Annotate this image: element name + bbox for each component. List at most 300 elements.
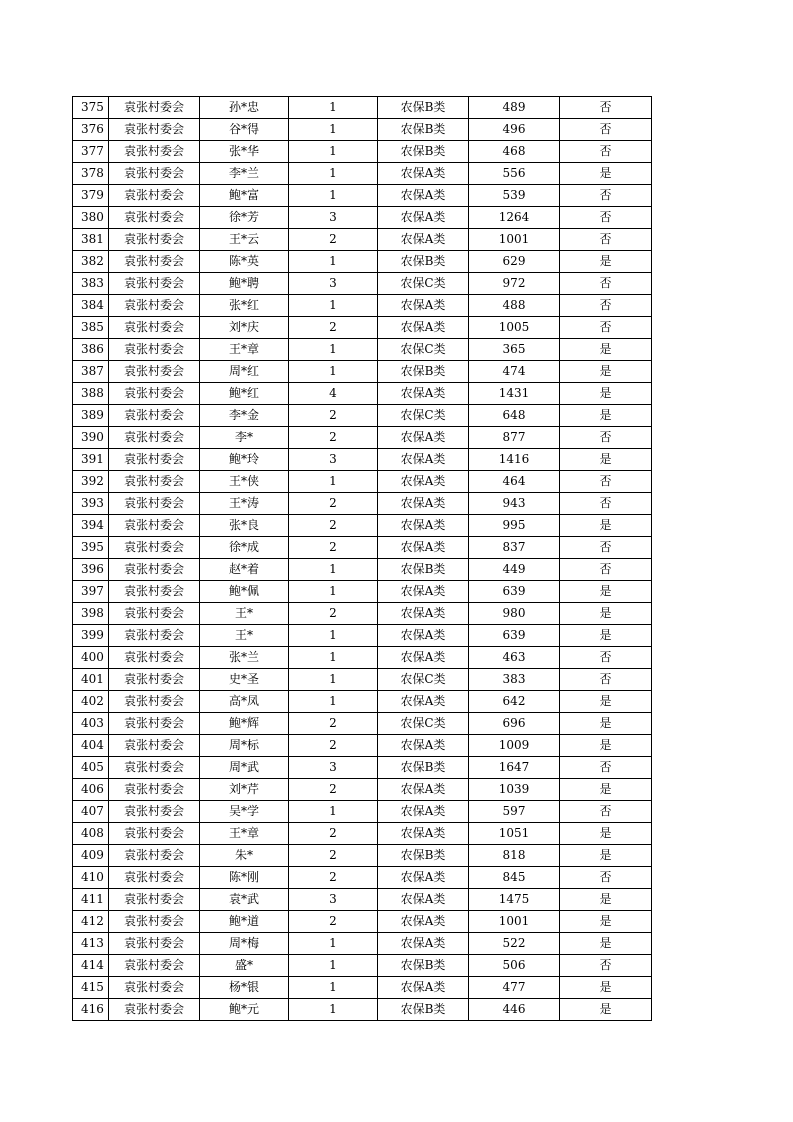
household-size-cell: 3: [289, 273, 378, 295]
name-cell: 张*华: [200, 141, 289, 163]
village-committee-cell: 袁张村委会: [109, 735, 200, 757]
table-row: [73, 735, 652, 757]
category-cell: 农保A类: [378, 383, 469, 405]
household-size-cell: 1: [289, 339, 378, 361]
household-size-cell: 2: [289, 537, 378, 559]
village-committee-cell: 袁张村委会: [109, 229, 200, 251]
category-cell: 农保A类: [378, 163, 469, 185]
household-size-cell: 1: [289, 471, 378, 493]
household-size-cell: 1: [289, 185, 378, 207]
amount-cell: 648: [469, 405, 560, 427]
row-number-cell: 379: [73, 185, 109, 207]
status-cell: 是: [560, 625, 652, 647]
household-size-cell: 1: [289, 141, 378, 163]
table-row: [73, 361, 652, 383]
village-committee-cell: 袁张村委会: [109, 339, 200, 361]
table-row: [73, 845, 652, 867]
name-cell: 鲍*聘: [200, 273, 289, 295]
table-row: [73, 691, 652, 713]
status-cell: 是: [560, 581, 652, 603]
household-size-cell: 3: [289, 889, 378, 911]
household-size-cell: 2: [289, 515, 378, 537]
name-cell: 徐*芳: [200, 207, 289, 229]
status-cell: 否: [560, 229, 652, 251]
amount-cell: 696: [469, 713, 560, 735]
category-cell: 农保A类: [378, 581, 469, 603]
row-number-cell: 411: [73, 889, 109, 911]
status-cell: 否: [560, 537, 652, 559]
status-cell: 是: [560, 163, 652, 185]
amount-cell: 556: [469, 163, 560, 185]
amount-cell: 496: [469, 119, 560, 141]
household-size-cell: 2: [289, 779, 378, 801]
category-cell: 农保A类: [378, 493, 469, 515]
status-cell: 否: [560, 647, 652, 669]
name-cell: 鲍*佩: [200, 581, 289, 603]
row-number-cell: 397: [73, 581, 109, 603]
category-cell: 农保A类: [378, 295, 469, 317]
table-row: [73, 449, 652, 471]
household-size-cell: 2: [289, 493, 378, 515]
row-number-cell: 414: [73, 955, 109, 977]
category-cell: 农保A类: [378, 185, 469, 207]
category-cell: 农保A类: [378, 603, 469, 625]
category-cell: 农保B类: [378, 97, 469, 119]
village-committee-cell: 袁张村委会: [109, 383, 200, 405]
amount-cell: 943: [469, 493, 560, 515]
village-committee-cell: 袁张村委会: [109, 845, 200, 867]
household-size-cell: 1: [289, 933, 378, 955]
category-cell: 农保A类: [378, 867, 469, 889]
village-committee-cell: 袁张村委会: [109, 97, 200, 119]
status-cell: 是: [560, 251, 652, 273]
village-committee-cell: 袁张村委会: [109, 933, 200, 955]
table-row: [73, 559, 652, 581]
village-committee-cell: 袁张村委会: [109, 361, 200, 383]
table-row: [73, 163, 652, 185]
status-cell: 是: [560, 691, 652, 713]
category-cell: 农保A类: [378, 537, 469, 559]
status-cell: 是: [560, 933, 652, 955]
village-committee-cell: 袁张村委会: [109, 867, 200, 889]
row-number-cell: 378: [73, 163, 109, 185]
status-cell: 是: [560, 779, 652, 801]
category-cell: 农保A类: [378, 823, 469, 845]
status-cell: 是: [560, 361, 652, 383]
status-cell: 否: [560, 955, 652, 977]
household-size-cell: 3: [289, 757, 378, 779]
status-cell: 否: [560, 141, 652, 163]
household-size-cell: 2: [289, 405, 378, 427]
row-number-cell: 394: [73, 515, 109, 537]
amount-cell: 383: [469, 669, 560, 691]
status-cell: 否: [560, 317, 652, 339]
village-committee-cell: 袁张村委会: [109, 559, 200, 581]
village-committee-cell: 袁张村委会: [109, 911, 200, 933]
table-row: [73, 317, 652, 339]
name-cell: 张*良: [200, 515, 289, 537]
amount-cell: 1009: [469, 735, 560, 757]
village-committee-cell: 袁张村委会: [109, 603, 200, 625]
amount-cell: 1001: [469, 229, 560, 251]
table-row: [73, 713, 652, 735]
row-number-cell: 407: [73, 801, 109, 823]
status-cell: 是: [560, 603, 652, 625]
household-size-cell: 2: [289, 823, 378, 845]
row-number-cell: 410: [73, 867, 109, 889]
amount-cell: 1431: [469, 383, 560, 405]
name-cell: 王*涛: [200, 493, 289, 515]
row-number-cell: 381: [73, 229, 109, 251]
table-row: [73, 999, 652, 1021]
name-cell: 孙*忠: [200, 97, 289, 119]
row-number-cell: 377: [73, 141, 109, 163]
category-cell: 农保A类: [378, 229, 469, 251]
name-cell: 袁*武: [200, 889, 289, 911]
amount-cell: 477: [469, 977, 560, 999]
status-cell: 否: [560, 207, 652, 229]
table-row: [73, 537, 652, 559]
row-number-cell: 399: [73, 625, 109, 647]
table-row: [73, 471, 652, 493]
category-cell: 农保B类: [378, 361, 469, 383]
row-number-cell: 412: [73, 911, 109, 933]
amount-cell: 1475: [469, 889, 560, 911]
row-number-cell: 384: [73, 295, 109, 317]
household-size-cell: 2: [289, 845, 378, 867]
household-size-cell: 2: [289, 603, 378, 625]
village-committee-cell: 袁张村委会: [109, 669, 200, 691]
status-cell: 否: [560, 669, 652, 691]
amount-cell: 539: [469, 185, 560, 207]
village-committee-cell: 袁张村委会: [109, 691, 200, 713]
household-size-cell: 2: [289, 867, 378, 889]
category-cell: 农保C类: [378, 339, 469, 361]
amount-cell: 1416: [469, 449, 560, 471]
row-number-cell: 380: [73, 207, 109, 229]
status-cell: 否: [560, 493, 652, 515]
name-cell: 鲍*红: [200, 383, 289, 405]
amount-cell: 639: [469, 625, 560, 647]
village-committee-cell: 袁张村委会: [109, 625, 200, 647]
category-cell: 农保A类: [378, 801, 469, 823]
category-cell: 农保A类: [378, 317, 469, 339]
table-row: [73, 493, 652, 515]
village-committee-cell: 袁张村委会: [109, 537, 200, 559]
household-size-cell: 1: [289, 581, 378, 603]
village-committee-cell: 袁张村委会: [109, 647, 200, 669]
table-row: [73, 757, 652, 779]
status-cell: 是: [560, 449, 652, 471]
name-cell: 王*: [200, 603, 289, 625]
village-committee-cell: 袁张村委会: [109, 163, 200, 185]
amount-cell: 1647: [469, 757, 560, 779]
category-cell: 农保C类: [378, 713, 469, 735]
household-size-cell: 1: [289, 647, 378, 669]
village-committee-cell: 袁张村委会: [109, 823, 200, 845]
village-committee-cell: 袁张村委会: [109, 977, 200, 999]
amount-cell: 972: [469, 273, 560, 295]
category-cell: 农保B类: [378, 757, 469, 779]
household-size-cell: 2: [289, 713, 378, 735]
village-committee-cell: 袁张村委会: [109, 713, 200, 735]
household-size-cell: 1: [289, 955, 378, 977]
name-cell: 徐*成: [200, 537, 289, 559]
village-committee-cell: 袁张村委会: [109, 515, 200, 537]
status-cell: 否: [560, 757, 652, 779]
row-number-cell: 403: [73, 713, 109, 735]
household-size-cell: 2: [289, 911, 378, 933]
status-cell: 是: [560, 515, 652, 537]
category-cell: 农保A类: [378, 515, 469, 537]
category-cell: 农保A类: [378, 207, 469, 229]
category-cell: 农保B类: [378, 955, 469, 977]
status-cell: 否: [560, 471, 652, 493]
row-number-cell: 385: [73, 317, 109, 339]
category-cell: 农保C类: [378, 669, 469, 691]
village-committee-cell: 袁张村委会: [109, 449, 200, 471]
table-row: [73, 581, 652, 603]
table-row: [73, 295, 652, 317]
row-number-cell: 376: [73, 119, 109, 141]
amount-cell: 1264: [469, 207, 560, 229]
village-committee-cell: 袁张村委会: [109, 801, 200, 823]
village-committee-cell: 袁张村委会: [109, 779, 200, 801]
row-number-cell: 406: [73, 779, 109, 801]
data-table: [72, 96, 652, 1021]
category-cell: 农保B类: [378, 845, 469, 867]
table-row: [73, 339, 652, 361]
table-row: [73, 515, 652, 537]
table-row: [73, 625, 652, 647]
name-cell: 高*凤: [200, 691, 289, 713]
table-row: [73, 867, 652, 889]
status-cell: 是: [560, 845, 652, 867]
village-committee-cell: 袁张村委会: [109, 141, 200, 163]
table-row: [73, 119, 652, 141]
category-cell: 农保C类: [378, 405, 469, 427]
name-cell: 周*武: [200, 757, 289, 779]
status-cell: 否: [560, 801, 652, 823]
amount-cell: 522: [469, 933, 560, 955]
village-committee-cell: 袁张村委会: [109, 405, 200, 427]
name-cell: 周*标: [200, 735, 289, 757]
household-size-cell: 1: [289, 669, 378, 691]
name-cell: 王*: [200, 625, 289, 647]
table-row: [73, 647, 652, 669]
amount-cell: 877: [469, 427, 560, 449]
row-number-cell: 395: [73, 537, 109, 559]
household-size-cell: 1: [289, 625, 378, 647]
status-cell: 否: [560, 97, 652, 119]
household-size-cell: 1: [289, 361, 378, 383]
amount-cell: 474: [469, 361, 560, 383]
village-committee-cell: 袁张村委会: [109, 581, 200, 603]
household-size-cell: 2: [289, 427, 378, 449]
category-cell: 农保A类: [378, 779, 469, 801]
household-size-cell: 2: [289, 317, 378, 339]
row-number-cell: 383: [73, 273, 109, 295]
table-body: [73, 97, 652, 1021]
status-cell: 否: [560, 427, 652, 449]
household-size-cell: 3: [289, 207, 378, 229]
status-cell: 是: [560, 889, 652, 911]
village-committee-cell: 袁张村委会: [109, 471, 200, 493]
category-cell: 农保B类: [378, 999, 469, 1021]
village-committee-cell: 袁张村委会: [109, 295, 200, 317]
name-cell: 鲍*道: [200, 911, 289, 933]
amount-cell: 506: [469, 955, 560, 977]
amount-cell: 818: [469, 845, 560, 867]
row-number-cell: 400: [73, 647, 109, 669]
row-number-cell: 393: [73, 493, 109, 515]
village-committee-cell: 袁张村委会: [109, 999, 200, 1021]
table-row: [73, 603, 652, 625]
amount-cell: 629: [469, 251, 560, 273]
category-cell: 农保B类: [378, 559, 469, 581]
name-cell: 王*章: [200, 339, 289, 361]
name-cell: 李*兰: [200, 163, 289, 185]
category-cell: 农保B类: [378, 141, 469, 163]
row-number-cell: 415: [73, 977, 109, 999]
household-size-cell: 4: [289, 383, 378, 405]
village-committee-cell: 袁张村委会: [109, 207, 200, 229]
household-size-cell: 1: [289, 999, 378, 1021]
amount-cell: 995: [469, 515, 560, 537]
amount-cell: 639: [469, 581, 560, 603]
name-cell: 朱*: [200, 845, 289, 867]
table-row: [73, 977, 652, 999]
amount-cell: 463: [469, 647, 560, 669]
table-row: [73, 405, 652, 427]
name-cell: 李*: [200, 427, 289, 449]
amount-cell: 464: [469, 471, 560, 493]
household-size-cell: 1: [289, 251, 378, 273]
household-size-cell: 2: [289, 735, 378, 757]
household-size-cell: 1: [289, 801, 378, 823]
table-row: [73, 273, 652, 295]
amount-cell: 1001: [469, 911, 560, 933]
name-cell: 王*章: [200, 823, 289, 845]
table-row: [73, 427, 652, 449]
name-cell: 刘*芹: [200, 779, 289, 801]
row-number-cell: 389: [73, 405, 109, 427]
table-row: [73, 97, 652, 119]
row-number-cell: 402: [73, 691, 109, 713]
name-cell: 盛*: [200, 955, 289, 977]
status-cell: 否: [560, 119, 652, 141]
category-cell: 农保C类: [378, 273, 469, 295]
row-number-cell: 408: [73, 823, 109, 845]
village-committee-cell: 袁张村委会: [109, 185, 200, 207]
amount-cell: 597: [469, 801, 560, 823]
row-number-cell: 375: [73, 97, 109, 119]
row-number-cell: 390: [73, 427, 109, 449]
household-size-cell: 1: [289, 97, 378, 119]
name-cell: 李*金: [200, 405, 289, 427]
category-cell: 农保A类: [378, 471, 469, 493]
table-row: [73, 669, 652, 691]
name-cell: 王*侠: [200, 471, 289, 493]
amount-cell: 365: [469, 339, 560, 361]
name-cell: 陈*英: [200, 251, 289, 273]
table-row: [73, 911, 652, 933]
amount-cell: 468: [469, 141, 560, 163]
category-cell: 农保A类: [378, 911, 469, 933]
row-number-cell: 382: [73, 251, 109, 273]
category-cell: 农保A类: [378, 889, 469, 911]
amount-cell: 488: [469, 295, 560, 317]
category-cell: 农保A类: [378, 449, 469, 471]
category-cell: 农保A类: [378, 647, 469, 669]
table-row: [73, 933, 652, 955]
amount-cell: 845: [469, 867, 560, 889]
category-cell: 农保B类: [378, 119, 469, 141]
category-cell: 农保A类: [378, 691, 469, 713]
name-cell: 陈*刚: [200, 867, 289, 889]
name-cell: 鲍*辉: [200, 713, 289, 735]
amount-cell: 449: [469, 559, 560, 581]
row-number-cell: 413: [73, 933, 109, 955]
row-number-cell: 404: [73, 735, 109, 757]
status-cell: 否: [560, 273, 652, 295]
household-size-cell: 1: [289, 691, 378, 713]
amount-cell: 1051: [469, 823, 560, 845]
village-committee-cell: 袁张村委会: [109, 427, 200, 449]
category-cell: 农保A类: [378, 933, 469, 955]
amount-cell: 1005: [469, 317, 560, 339]
category-cell: 农保A类: [378, 977, 469, 999]
status-cell: 是: [560, 977, 652, 999]
amount-cell: 980: [469, 603, 560, 625]
household-size-cell: 3: [289, 449, 378, 471]
status-cell: 否: [560, 185, 652, 207]
row-number-cell: 391: [73, 449, 109, 471]
table-row: [73, 955, 652, 977]
name-cell: 王*云: [200, 229, 289, 251]
status-cell: 是: [560, 339, 652, 361]
amount-cell: 1039: [469, 779, 560, 801]
status-cell: 否: [560, 867, 652, 889]
name-cell: 谷*得: [200, 119, 289, 141]
table-row: [73, 229, 652, 251]
status-cell: 是: [560, 911, 652, 933]
table-row: [73, 251, 652, 273]
status-cell: 是: [560, 383, 652, 405]
village-committee-cell: 袁张村委会: [109, 757, 200, 779]
village-committee-cell: 袁张村委会: [109, 119, 200, 141]
name-cell: 周*梅: [200, 933, 289, 955]
table-row: [73, 207, 652, 229]
category-cell: 农保B类: [378, 251, 469, 273]
name-cell: 刘*庆: [200, 317, 289, 339]
name-cell: 鲍*富: [200, 185, 289, 207]
name-cell: 鲍*元: [200, 999, 289, 1021]
row-number-cell: 416: [73, 999, 109, 1021]
name-cell: 吴*学: [200, 801, 289, 823]
village-committee-cell: 袁张村委会: [109, 889, 200, 911]
name-cell: 张*红: [200, 295, 289, 317]
household-size-cell: 1: [289, 977, 378, 999]
amount-cell: 642: [469, 691, 560, 713]
category-cell: 农保A类: [378, 625, 469, 647]
category-cell: 农保A类: [378, 427, 469, 449]
row-number-cell: 405: [73, 757, 109, 779]
village-committee-cell: 袁张村委会: [109, 955, 200, 977]
category-cell: 农保A类: [378, 735, 469, 757]
household-size-cell: 1: [289, 119, 378, 141]
table-row: [73, 801, 652, 823]
